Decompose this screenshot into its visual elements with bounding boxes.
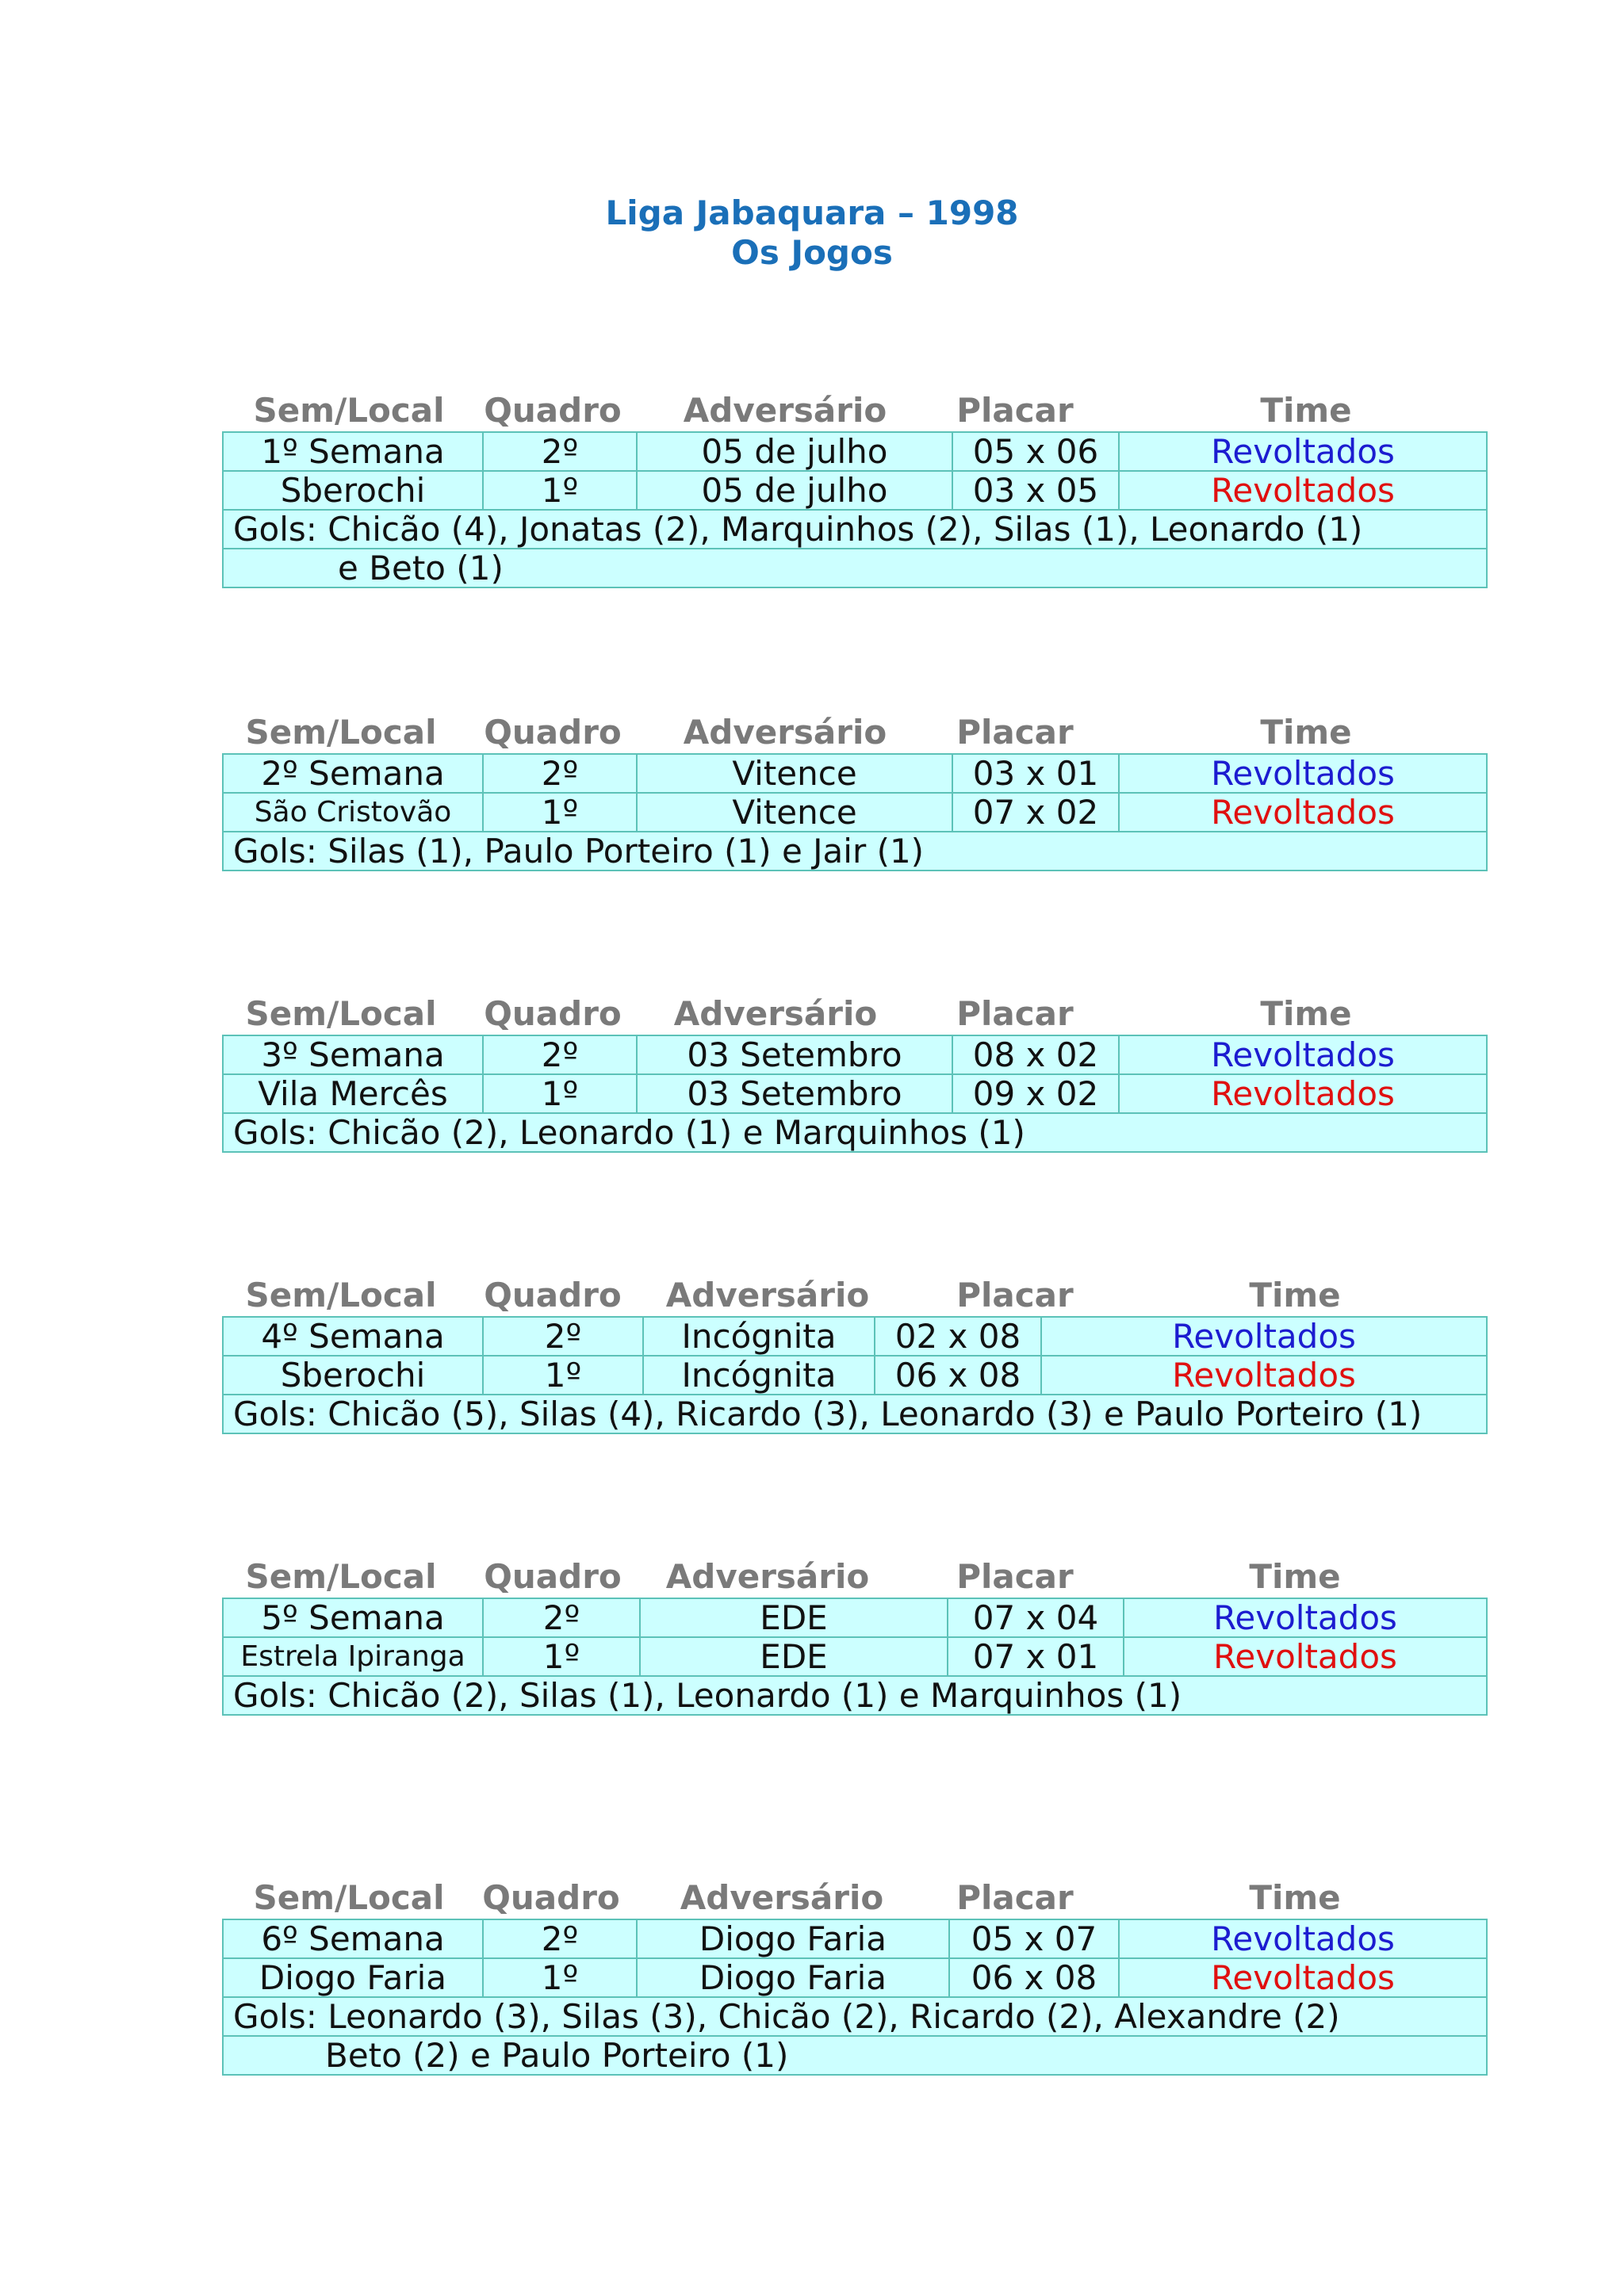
- placar-cell: 05 x 06: [952, 432, 1119, 471]
- adversario-cell: Incógnita: [643, 1356, 875, 1395]
- col-quadro-header: Quadro: [484, 994, 622, 1033]
- quadro-cell: 2º: [483, 1035, 637, 1074]
- time-cell: Revoltados: [1124, 1637, 1487, 1676]
- col-quadro-header: Quadro: [484, 713, 622, 752]
- sem-local-cell: Sberochi: [223, 471, 483, 510]
- game-table: [222, 1316, 1488, 1434]
- quadro-cell: 2º: [483, 432, 637, 471]
- quadro-cell: 1º: [483, 793, 637, 832]
- sem-local-cell: Sberochi: [223, 1356, 483, 1395]
- col-adversario-header: Adversário: [683, 713, 887, 752]
- quadro-cell: 2º: [483, 754, 637, 793]
- gols-cont-row: [223, 549, 1487, 587]
- col-time-header: Time: [1260, 391, 1352, 430]
- gols-cell: Gols: Chicão (2), Leonardo (1) e Marquinhos (1): [223, 1113, 1487, 1152]
- col-quadro-header: Quadro: [484, 1276, 622, 1314]
- col-adversario-header: Adversário: [680, 1878, 884, 1917]
- time-cell: Revoltados: [1119, 793, 1487, 832]
- quadro-cell: 2º: [483, 1317, 643, 1356]
- table-row: [223, 1074, 1487, 1113]
- game-table: [222, 1919, 1488, 2076]
- quadro-cell: 1º: [483, 471, 637, 510]
- col-sem-local-header: Sem/Local: [253, 1878, 445, 1917]
- col-sem-local-header: Sem/Local: [253, 391, 445, 430]
- placar-cell: 05 x 07: [949, 1919, 1119, 1958]
- sem-local-cell: 5º Semana: [223, 1598, 483, 1637]
- col-sem-local-header: Sem/Local: [245, 1276, 437, 1314]
- table-header: [222, 1556, 1486, 1598]
- quadro-cell: 1º: [483, 1074, 637, 1113]
- game-block-6: [222, 1877, 1486, 2076]
- game-table: [222, 753, 1488, 871]
- placar-cell: 07 x 04: [948, 1598, 1124, 1637]
- gols-row: [223, 510, 1487, 549]
- placar-cell: 09 x 02: [952, 1074, 1119, 1113]
- time-cell: Revoltados: [1041, 1356, 1487, 1395]
- placar-cell: 03 x 05: [952, 471, 1119, 510]
- sem-local-cell: 6º Semana: [223, 1919, 483, 1958]
- col-time-header: Time: [1249, 1557, 1341, 1596]
- table-header: [222, 712, 1486, 753]
- placar-cell: 06 x 08: [949, 1958, 1119, 1997]
- time-cell: Revoltados: [1119, 754, 1487, 793]
- time-cell: Revoltados: [1041, 1317, 1487, 1356]
- adversario-cell: Vitence: [637, 793, 952, 832]
- col-placar-header: Placar: [956, 1276, 1074, 1314]
- game-block-5: [222, 1556, 1486, 1716]
- table-row: [223, 1356, 1487, 1395]
- sem-local-cell: Diogo Faria: [223, 1958, 483, 1997]
- col-time-header: Time: [1260, 713, 1352, 752]
- time-cell: Revoltados: [1119, 432, 1487, 471]
- table-row: [223, 1958, 1487, 1997]
- gols-row: [223, 1676, 1487, 1715]
- gols-cell: Gols: Chicão (4), Jonatas (2), Marquinhos (2), Silas (1), Leonardo (1): [223, 510, 1487, 549]
- adversario-cell: 03 Setembro: [637, 1074, 952, 1113]
- game-block-1: [222, 390, 1486, 588]
- time-cell: Revoltados: [1124, 1598, 1487, 1637]
- quadro-cell: 1º: [483, 1958, 637, 1997]
- table-row: [223, 1919, 1487, 1958]
- col-placar-header: Placar: [956, 994, 1074, 1033]
- placar-cell: 06 x 08: [875, 1356, 1041, 1395]
- quadro-cell: 2º: [483, 1919, 637, 1958]
- game-block-2: [222, 712, 1486, 871]
- adversario-cell: 03 Setembro: [637, 1035, 952, 1074]
- gols-cell: Gols: Silas (1), Paulo Porteiro (1) e Jair (1): [223, 832, 1487, 871]
- time-cell: Revoltados: [1119, 1919, 1487, 1958]
- col-adversario-header: Adversário: [665, 1276, 870, 1314]
- col-placar-header: Placar: [956, 391, 1074, 430]
- sem-local-cell: Vila Mercês: [223, 1074, 483, 1113]
- col-adversario-header: Adversário: [673, 994, 878, 1033]
- placar-cell: 07 x 01: [948, 1637, 1124, 1676]
- time-cell: Revoltados: [1119, 1958, 1487, 1997]
- sem-local-cell: 2º Semana: [223, 754, 483, 793]
- col-time-header: Time: [1249, 1878, 1341, 1917]
- sem-local-cell: São Cristovão: [223, 793, 483, 832]
- gols-row: [223, 832, 1487, 871]
- col-time-header: Time: [1260, 994, 1352, 1033]
- adversario-cell: Vitence: [637, 754, 952, 793]
- time-cell: Revoltados: [1119, 1074, 1487, 1113]
- col-adversario-header: Adversário: [665, 1557, 870, 1596]
- game-table: [222, 1035, 1488, 1153]
- time-cell: Revoltados: [1119, 471, 1487, 510]
- adversario-cell: 05 de julho: [637, 432, 952, 471]
- gols-row: [223, 1113, 1487, 1152]
- table-row: [223, 1317, 1487, 1356]
- sem-local-cell: 1º Semana: [223, 432, 483, 471]
- col-sem-local-header: Sem/Local: [245, 1557, 437, 1596]
- gols-cell: Gols: Leonardo (3), Silas (3), Chicão (2), Ricardo (2), Alexandre (2): [223, 1997, 1487, 2036]
- sem-local-cell: 4º Semana: [223, 1317, 483, 1356]
- table-row: [223, 1637, 1487, 1676]
- gols-cont-row: [223, 2036, 1487, 2075]
- game-block-3: [222, 993, 1486, 1153]
- quadro-cell: 1º: [483, 1637, 640, 1676]
- time-cell: Revoltados: [1119, 1035, 1487, 1074]
- col-sem-local-header: Sem/Local: [245, 713, 437, 752]
- quadro-cell: 2º: [483, 1598, 640, 1637]
- gols-cell: Gols: Chicão (2), Silas (1), Leonardo (1) e Marquinhos (1): [223, 1676, 1487, 1715]
- page-subtitle: Os Jogos: [731, 233, 893, 272]
- col-adversario-header: Adversário: [683, 391, 887, 430]
- adversario-cell: 05 de julho: [637, 471, 952, 510]
- adversario-cell: EDE: [640, 1598, 948, 1637]
- table-row: [223, 1035, 1487, 1074]
- gols-cont-cell: Beto (2) e Paulo Porteiro (1): [223, 2036, 1487, 2075]
- table-header: [222, 1275, 1486, 1316]
- gols-row: [223, 1997, 1487, 2036]
- table-row: [223, 793, 1487, 832]
- col-placar-header: Placar: [956, 1878, 1074, 1917]
- col-placar-header: Placar: [956, 713, 1074, 752]
- table-header: [222, 993, 1486, 1035]
- gols-row: [223, 1395, 1487, 1433]
- placar-cell: 08 x 02: [952, 1035, 1119, 1074]
- sem-local-cell: 3º Semana: [223, 1035, 483, 1074]
- table-row: [223, 432, 1487, 471]
- col-time-header: Time: [1249, 1276, 1341, 1314]
- adversario-cell: EDE: [640, 1637, 948, 1676]
- quadro-cell: 1º: [483, 1356, 643, 1395]
- col-quadro-header: Quadro: [484, 1557, 622, 1596]
- table-row: [223, 1598, 1487, 1637]
- sem-local-cell: Estrela Ipiranga: [223, 1637, 483, 1676]
- game-block-4: [222, 1275, 1486, 1434]
- page-title: Liga Jabaquara – 1998: [605, 193, 1019, 232]
- adversario-cell: Incógnita: [643, 1317, 875, 1356]
- table-header: [222, 1877, 1486, 1919]
- adversario-cell: Diogo Faria: [637, 1958, 949, 1997]
- col-placar-header: Placar: [956, 1557, 1074, 1596]
- col-quadro-header: Quadro: [484, 391, 622, 430]
- adversario-cell: Diogo Faria: [637, 1919, 949, 1958]
- gols-cell: Gols: Chicão (5), Silas (4), Ricardo (3), Leonardo (3) e Paulo Porteiro (1): [223, 1395, 1487, 1433]
- placar-cell: 03 x 01: [952, 754, 1119, 793]
- game-table: [222, 1598, 1488, 1716]
- game-table: [222, 431, 1488, 588]
- table-header: [222, 390, 1486, 431]
- col-quadro-header: Quadro: [482, 1878, 620, 1917]
- placar-cell: 07 x 02: [952, 793, 1119, 832]
- table-row: [223, 471, 1487, 510]
- placar-cell: 02 x 08: [875, 1317, 1041, 1356]
- table-row: [223, 754, 1487, 793]
- gols-cont-cell: e Beto (1): [223, 549, 1487, 587]
- col-sem-local-header: Sem/Local: [245, 994, 437, 1033]
